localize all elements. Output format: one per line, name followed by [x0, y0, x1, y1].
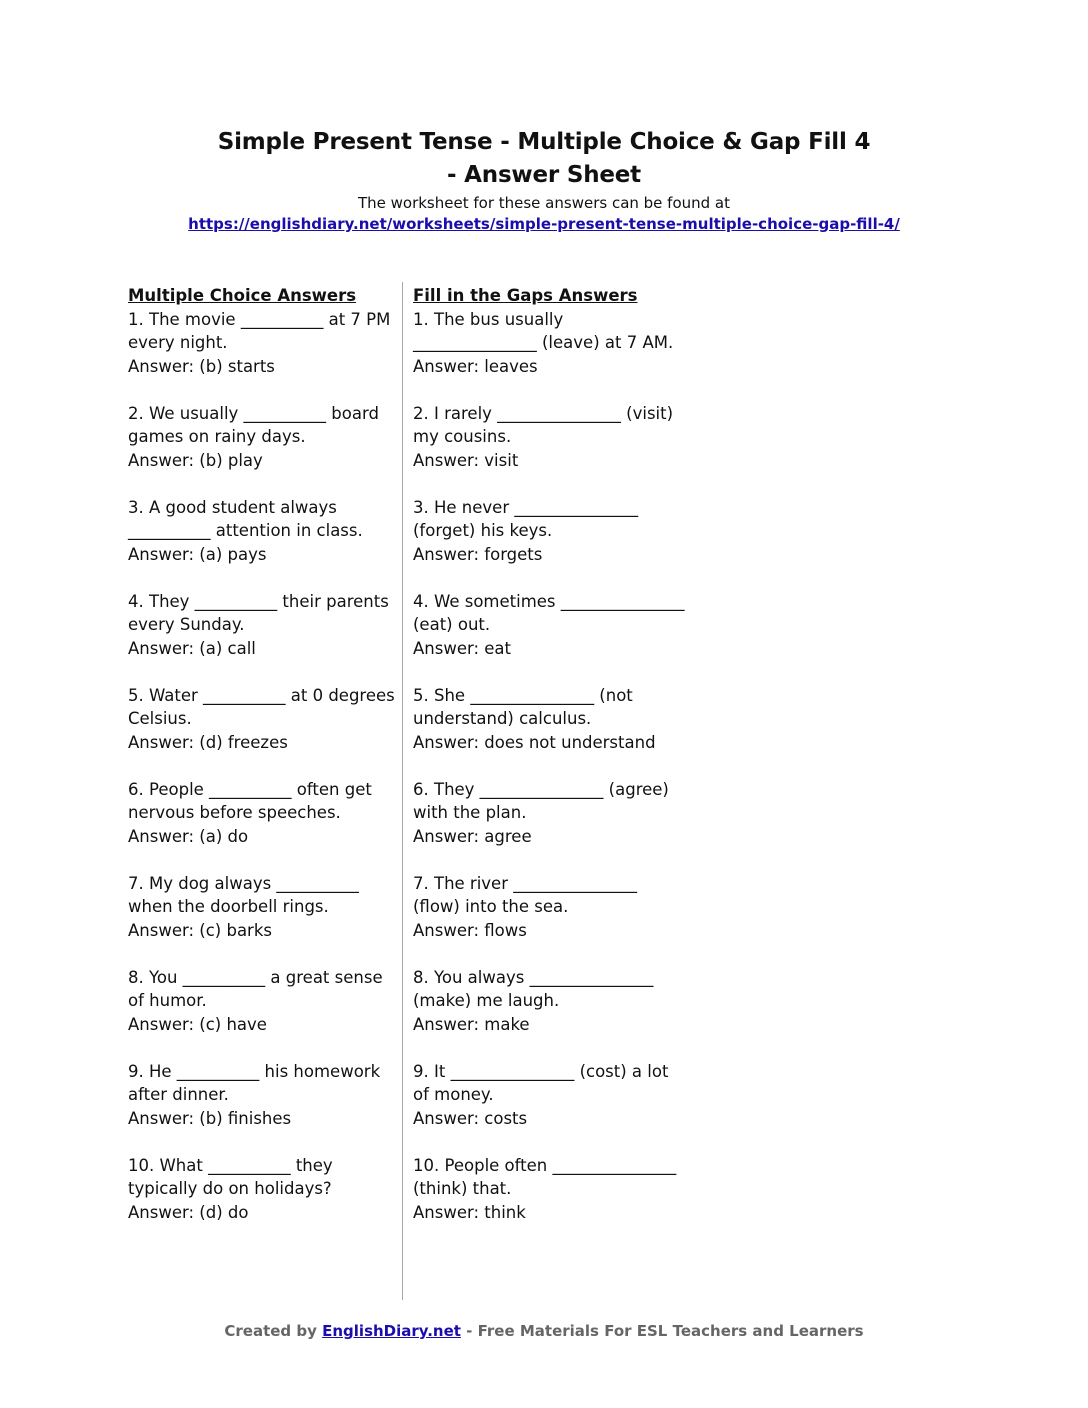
question-text: 5. Water __________ at 0 degrees Celsius.: [128, 685, 395, 728]
question-text: 1. The movie __________ at 7 PM every night.: [128, 309, 391, 352]
answer-text: Answer: (a) do: [128, 826, 249, 846]
question-text: 10. What __________ they typically do on holidays?: [128, 1155, 333, 1198]
answer-text: Answer: (d) do: [128, 1202, 249, 1222]
list-item: [128, 966, 398, 1037]
multiple-choice-heading: Multiple Choice Answers: [128, 286, 357, 305]
answer-text: Answer: (d) freezes: [128, 732, 288, 752]
question-text: 6. They _______________ (agree) with the plan.: [413, 779, 669, 822]
worksheet-link[interactable]: https://englishdiary.net/worksheets/simple-present-tense-multiple-choice-gap-fill-4/: [188, 215, 900, 233]
list-item: [128, 684, 398, 755]
answer-text: Answer: (b) finishes: [128, 1108, 292, 1128]
question-text: 9. It _______________ (cost) a lot of money.: [413, 1061, 669, 1104]
page-footer: [0, 1321, 1088, 1341]
footer-prefix: Created by: [224, 1322, 323, 1340]
list-item: [413, 966, 688, 1037]
answer-text: Answer: does not understand: [413, 732, 656, 752]
answer-text: Answer: visit: [413, 450, 519, 470]
list-item: [413, 308, 688, 379]
list-item: [128, 402, 398, 473]
gap-fill-heading: Fill in the Gaps Answers: [413, 286, 638, 305]
question-text: 8. You always _______________ (make) me laugh.: [413, 967, 654, 1010]
list-item: [413, 872, 688, 943]
answer-text: Answer: (c) have: [128, 1014, 267, 1034]
question-text: 4. They __________ their parents every Sunday.: [128, 591, 389, 634]
list-item: [128, 590, 398, 661]
gap-fill-column: [413, 284, 688, 1248]
answer-text: Answer: think: [413, 1202, 526, 1222]
list-item: [128, 496, 398, 567]
footer-site-link[interactable]: EnglishDiary.net: [322, 1322, 461, 1340]
list-item: [128, 1154, 398, 1225]
answer-text: Answer: (a) pays: [128, 544, 267, 564]
footer-suffix: - Free Materials For ESL Teachers and Learners: [460, 1322, 864, 1340]
answer-text: Answer: (b) play: [128, 450, 263, 470]
answer-text: Answer: forgets: [413, 544, 543, 564]
answer-text: Answer: flows: [413, 920, 527, 940]
worksheet-note: The worksheet for these answers can be found at: [357, 194, 731, 212]
list-item: [413, 402, 688, 473]
list-item: [128, 872, 398, 943]
title-line-1: Simple Present Tense - Multiple Choice & Gap Fill 4: [217, 129, 871, 155]
question-text: 8. You __________ a great sense of humor.: [128, 967, 383, 1010]
column-divider: [402, 282, 403, 1300]
list-item: [128, 1060, 398, 1131]
question-text: 1. The bus usually _______________ (leave) at 7 AM.: [413, 309, 674, 352]
question-text: 7. The river _______________ (flow) into the sea.: [413, 873, 637, 916]
question-text: 2. I rarely _______________ (visit) my cousins.: [413, 403, 674, 446]
question-text: 6. People __________ often get nervous before speeches.: [128, 779, 372, 822]
title-line-2: - Answer Sheet: [447, 162, 641, 188]
question-text: 3. A good student always __________ attention in class.: [128, 497, 363, 540]
answer-text: Answer: make: [413, 1014, 530, 1034]
multiple-choice-column: [128, 284, 398, 1248]
list-item: [413, 1154, 688, 1225]
list-item: [413, 1060, 688, 1131]
answer-text: Answer: costs: [413, 1108, 528, 1128]
answer-text: Answer: leaves: [413, 356, 538, 376]
list-item: [128, 778, 398, 849]
question-text: 5. She _______________ (not understand) calculus.: [413, 685, 633, 728]
answer-text: Answer: (a) call: [128, 638, 256, 658]
page-title: [0, 126, 1088, 192]
question-text: 4. We sometimes _______________ (eat) out.: [413, 591, 685, 634]
list-item: [413, 496, 688, 567]
list-item: [413, 778, 688, 849]
question-text: 7. My dog always __________ when the doorbell rings.: [128, 873, 359, 916]
list-item: [128, 308, 398, 379]
list-item: [413, 590, 688, 661]
question-text: 2. We usually __________ board games on rainy days.: [128, 403, 379, 446]
answer-text: Answer: (b) starts: [128, 356, 275, 376]
answer-text: Answer: agree: [413, 826, 532, 846]
question-text: 3. He never _______________ (forget) his keys.: [413, 497, 639, 540]
answer-text: Answer: (c) barks: [128, 920, 272, 940]
question-text: 10. People often _______________ (think) that.: [413, 1155, 677, 1198]
list-item: [413, 684, 688, 755]
question-text: 9. He __________ his homework after dinner.: [128, 1061, 381, 1104]
answer-text: Answer: eat: [413, 638, 512, 658]
worksheet-link-row: [0, 214, 1088, 234]
